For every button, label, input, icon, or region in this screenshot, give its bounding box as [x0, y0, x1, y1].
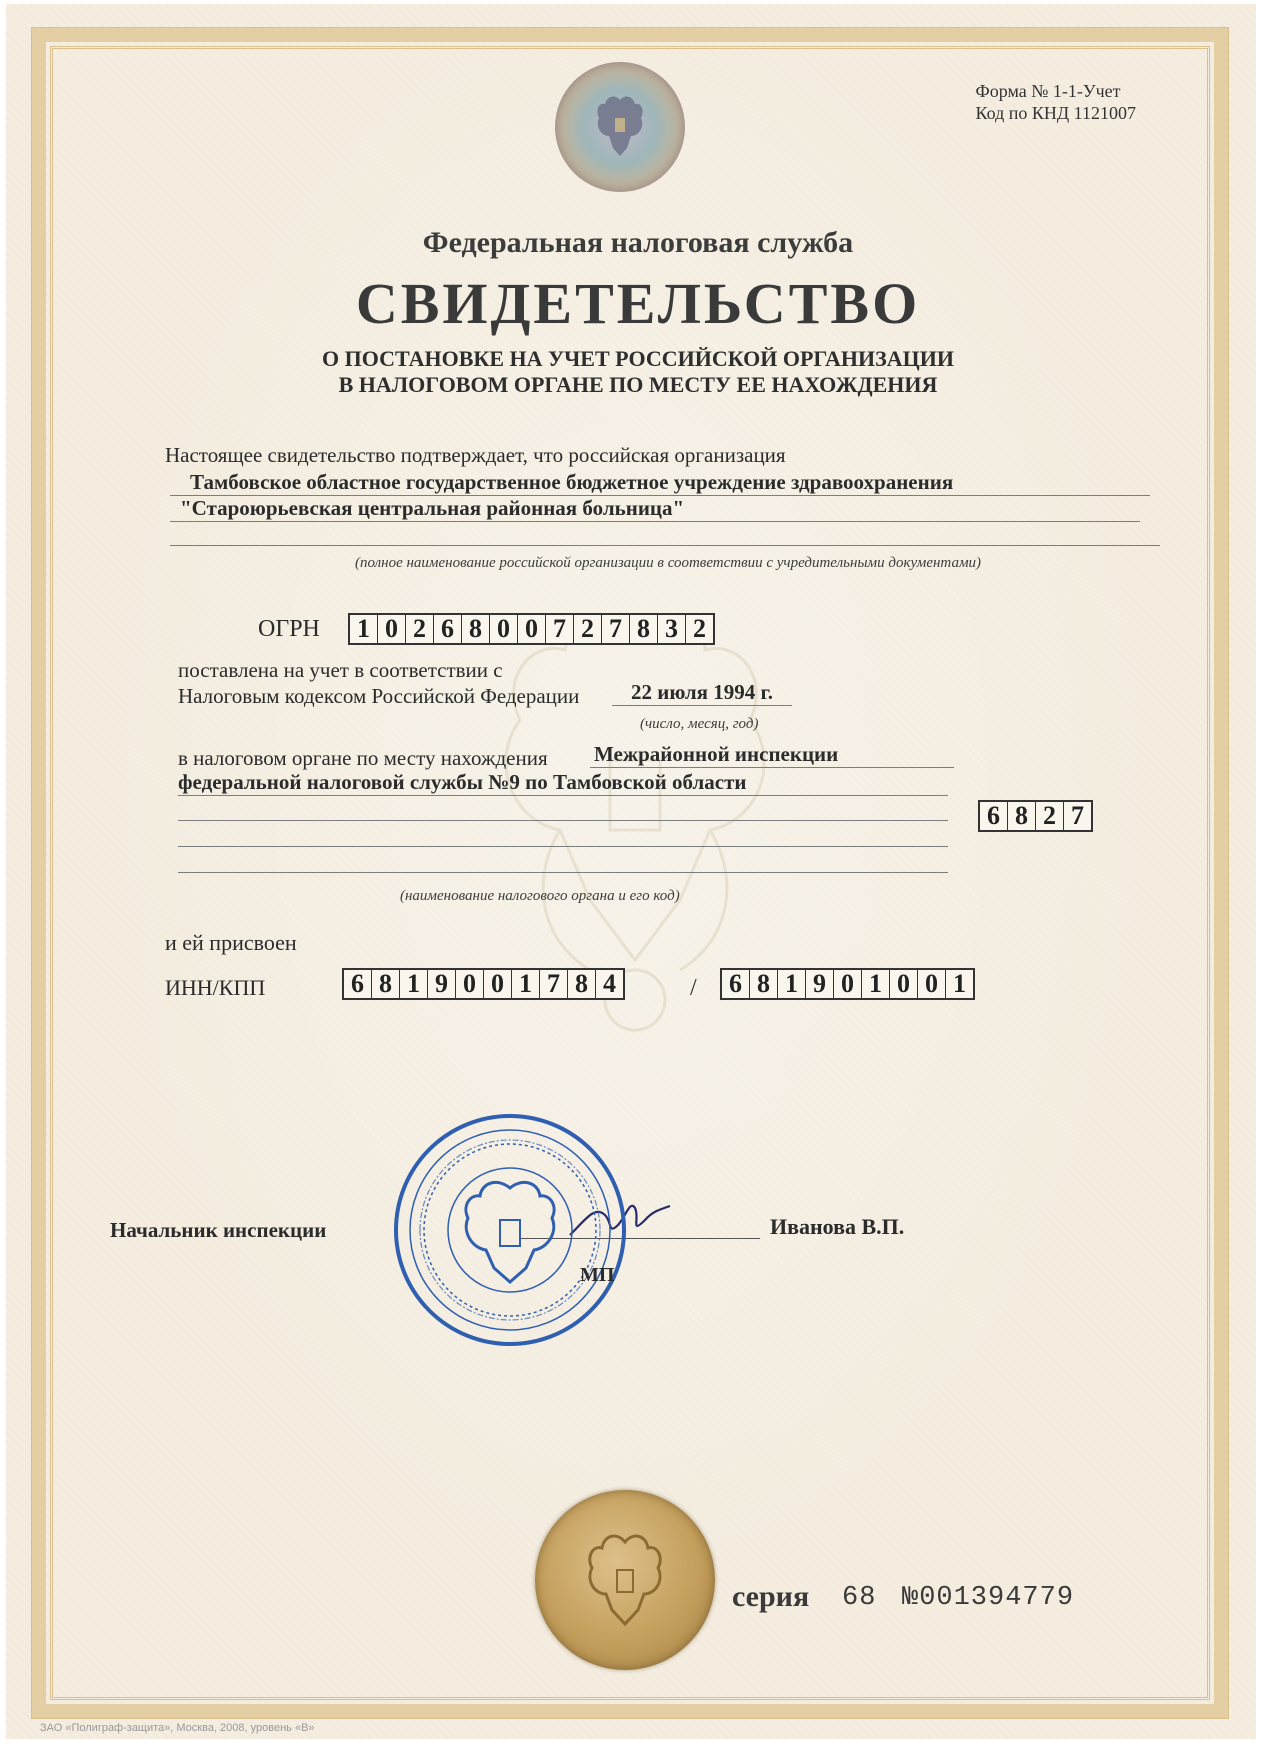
org-blank-line	[170, 528, 1160, 546]
registered-text-1: поставлена на учет в соответствии с	[178, 658, 503, 682]
org-name-hint: (полное наименование российской организации в соответствии с учредительными документами)	[354, 555, 982, 571]
organ-blank-line-3	[178, 858, 948, 873]
organ-hint: (наименование налогового органа и его код)	[400, 888, 680, 904]
ogrn-label: ОГРН	[258, 616, 320, 642]
org-name-line-1: Тамбовское областное государственное бюджетное учреждение здравоохранения	[170, 470, 1150, 496]
ogrn-digit: 6	[434, 615, 462, 643]
inn-digit: 1	[512, 970, 540, 998]
signatory-name: Иванова В.П.	[770, 1214, 905, 1239]
inn-digit: 1	[400, 970, 428, 998]
official-stamp-icon	[390, 1110, 630, 1350]
ogrn-digit: 2	[406, 615, 434, 643]
ogrn-digit: 7	[546, 615, 574, 643]
organ-code-digit: 6	[980, 802, 1008, 830]
kpp-digit-boxes	[720, 968, 975, 1000]
stamp-place-mark: МП	[580, 1264, 615, 1286]
kpp-digit: 0	[918, 970, 946, 998]
ogrn-digit: 2	[693, 614, 706, 643]
org-name-line-2: "Староюрьевская центральная районная больница"	[170, 496, 1140, 522]
ogrn-digit: 8	[630, 615, 658, 643]
kpp-digit: 9	[806, 970, 834, 998]
document-title: СВИДЕТЕЛЬСТВО	[355, 271, 921, 336]
inn-digit: 7	[540, 970, 568, 998]
intro-text: Настоящее свидетельство подтверждает, что российская организация	[165, 443, 786, 467]
embossed-eagle-icon	[580, 1528, 670, 1633]
registered-text-2: Налоговым кодексом Российской Федерации	[178, 684, 580, 708]
inn-digit-boxes	[342, 968, 625, 1000]
assigned-text: и ей присвоен	[165, 930, 297, 955]
registration-date: 22 июля 1994 г.	[612, 680, 792, 706]
organ-code-digit: 2	[1036, 802, 1064, 830]
subtitle-line-2: В НАЛОГОВОМ ОРГАНЕ ПО МЕСТУ ЕЕ НАХОЖДЕНИЯ	[338, 372, 938, 397]
kpp-digit: 8	[750, 970, 778, 998]
series-code: 68	[842, 1583, 877, 1613]
organ-code-digit: 8	[1008, 802, 1036, 830]
kpp-digit: 6	[722, 970, 750, 998]
organ-code-boxes	[978, 800, 1093, 832]
inn-digit: 8	[568, 970, 596, 998]
kpp-digit: 0	[834, 970, 862, 998]
inn-kpp-label: ИНН/КПП	[165, 975, 266, 1000]
ogrn-digit: 0	[518, 615, 546, 643]
serial-number: №001394779	[902, 1583, 1075, 1613]
organ-intro: в налоговом органе по месту нахождения	[178, 746, 548, 770]
inn-digit: 6	[344, 970, 372, 998]
inn-digit: 0	[484, 970, 512, 998]
series-label: серия	[732, 1580, 810, 1613]
inn-digit: 4	[603, 969, 616, 998]
organ-code-digit: 7	[1071, 801, 1084, 830]
date-hint: (число, месяц, год)	[640, 716, 759, 732]
ogrn-digit: 1	[350, 615, 378, 643]
ogrn-digit: 0	[490, 615, 518, 643]
organ-blank-line-2	[178, 832, 948, 847]
ogrn-digit: 0	[378, 615, 406, 643]
ogrn-digit: 2	[574, 615, 602, 643]
inn-kpp-slash: /	[690, 975, 697, 1001]
inn-digit: 0	[456, 970, 484, 998]
knd-code: Код по КНД 1121007	[975, 103, 1136, 123]
ogrn-digit: 7	[602, 615, 630, 643]
organ-blank-line-1	[178, 806, 948, 821]
kpp-digit: 0	[890, 970, 918, 998]
signatory-position: Начальник инспекции	[110, 1218, 327, 1242]
ogrn-digit: 3	[658, 615, 686, 643]
ogrn-digit-boxes	[348, 613, 715, 645]
gold-seal	[535, 1490, 715, 1670]
inn-digit: 9	[428, 970, 456, 998]
ogrn-digit: 8	[462, 615, 490, 643]
kpp-digit: 1	[953, 969, 966, 998]
kpp-digit: 1	[862, 970, 890, 998]
agency-name: Федеральная налоговая служба	[422, 226, 854, 259]
form-number-block	[976, 80, 1137, 124]
organ-name-line-2: федеральной налоговой службы №9 по Тамбовской области	[178, 770, 948, 796]
organ-name-line-1: Межрайонной инспекции	[590, 742, 954, 768]
hologram-emblem	[555, 62, 685, 192]
subtitle-line-1: О ПОСТАНОВКЕ НА УЧЕТ РОССИЙСКОЙ ОРГАНИЗАЦИИ	[322, 346, 954, 371]
inn-digit: 8	[372, 970, 400, 998]
double-headed-eagle-icon	[593, 92, 647, 162]
printer-imprint: ЗАО «Полиграф-защита», Москва, 2008, уровень «В»	[40, 1722, 315, 1734]
kpp-digit: 1	[778, 970, 806, 998]
form-number: Форма № 1-1-Учет	[975, 81, 1121, 101]
